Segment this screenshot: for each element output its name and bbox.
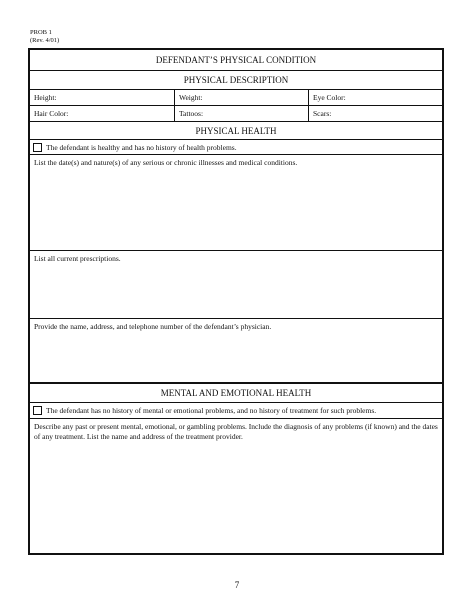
height-field[interactable] <box>30 90 174 105</box>
healthy-checkbox[interactable] <box>33 143 42 152</box>
healthy-checkbox-label: The defendant is healthy and has no history of health problems. <box>46 142 237 152</box>
physical-description-heading: PHYSICAL DESCRIPTION <box>30 71 442 90</box>
physician-prompt: Provide the name, address, and telephone number of the defendant’s physician. <box>34 322 272 331</box>
form-number: PROB 1 <box>30 29 52 36</box>
weight-label: Weight: <box>179 93 203 102</box>
hair-color-label: Hair Color: <box>34 109 69 118</box>
page-number: 7 <box>234 580 240 590</box>
tattoos-field[interactable] <box>174 106 308 121</box>
physical-health-heading: PHYSICAL HEALTH <box>30 122 442 140</box>
form-title: DEFENDANT’S PHYSICAL CONDITION <box>30 50 442 71</box>
prescriptions-prompt: List all current prescriptions. <box>34 254 121 263</box>
weight-field[interactable] <box>174 90 308 105</box>
healthy-checkbox-row <box>30 140 442 155</box>
no-mental-history-checkbox-label: The defendant has no history of mental or emotional problems, and no history of treatment for such problems. <box>46 406 377 415</box>
form-identifier <box>30 29 59 45</box>
form-frame <box>28 48 444 555</box>
physician-field[interactable] <box>30 319 442 384</box>
description-row-1 <box>30 90 442 106</box>
mental-health-field[interactable] <box>30 419 442 553</box>
hair-color-field[interactable] <box>30 106 174 121</box>
description-row-2 <box>30 106 442 122</box>
eye-color-field[interactable] <box>308 90 442 105</box>
illnesses-prompt: List the date(s) and nature(s) of any serious or chronic illnesses and medical conditions. <box>34 158 298 167</box>
form-revision: (Rev. 4/01) <box>30 37 60 44</box>
height-label: Height: <box>34 93 57 102</box>
no-mental-history-checkbox[interactable] <box>33 406 42 415</box>
prescriptions-field[interactable] <box>30 251 442 319</box>
mental-health-heading: MENTAL AND EMOTIONAL HEALTH <box>30 384 442 403</box>
mental-health-prompt: Describe any past or present mental, emotional, or gambling problems. Include the diagnosis of any problems (if known) and the dates of any treatment. List the name and address of the treatment provider. <box>34 422 438 441</box>
scars-field[interactable] <box>308 106 442 121</box>
tattoos-label: Tattoos: <box>179 109 204 118</box>
illnesses-field[interactable] <box>30 155 442 251</box>
no-mental-history-checkbox-row <box>30 403 442 419</box>
scars-label: Scars: <box>313 109 332 118</box>
eye-color-label: Eye Color: <box>313 93 346 102</box>
